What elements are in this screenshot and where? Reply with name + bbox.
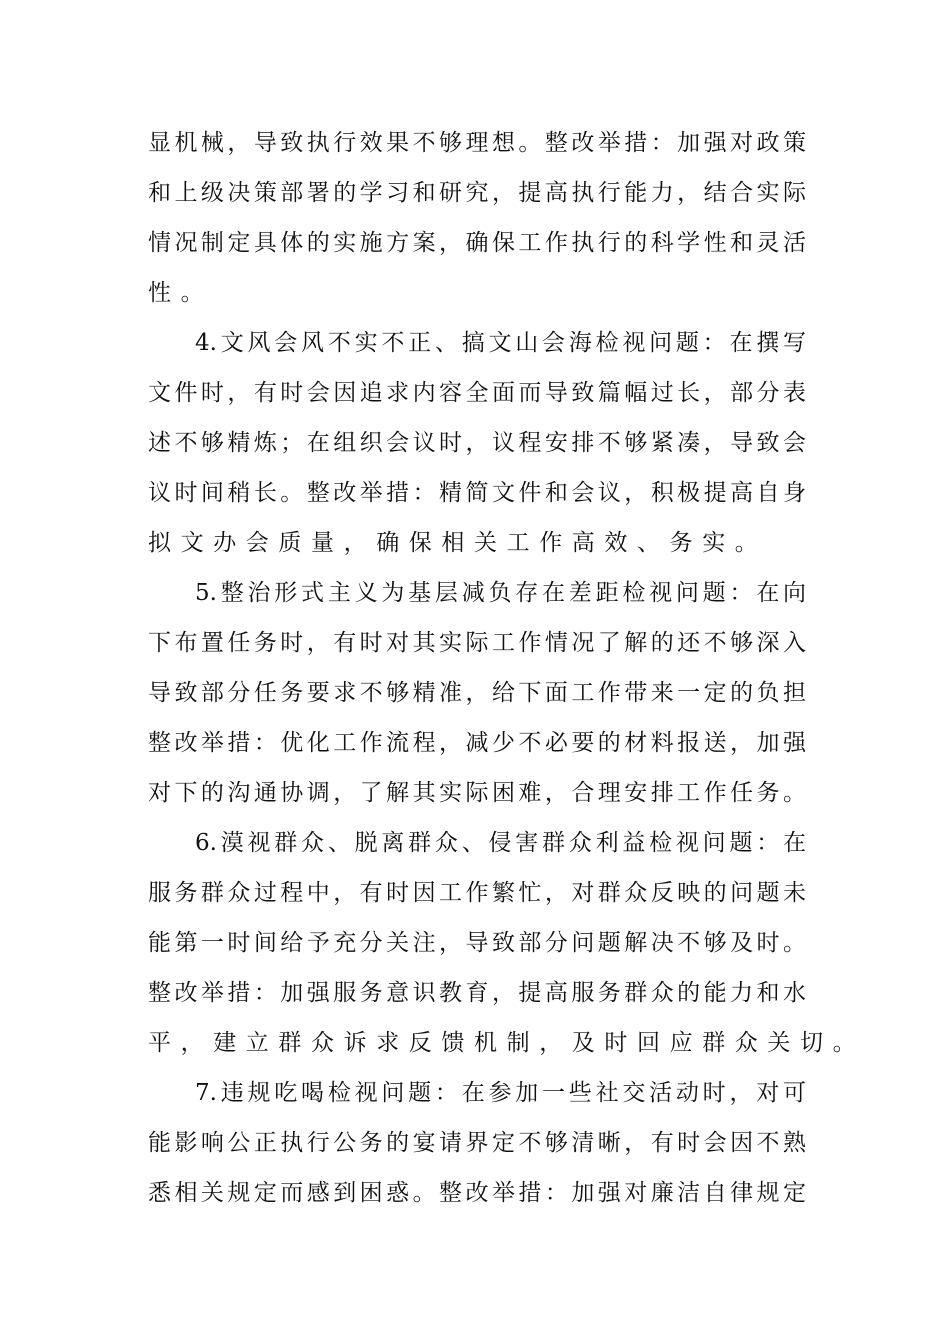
text-line: 能影响公正执行公务的宴请界定不够清晰，有时会因不熟 [148, 1130, 806, 1156]
text-line: 服务群众过程中，有时因工作繁忙，对群众反映的问题未 [148, 880, 806, 906]
text-line: 7.违规吃喝检视问题：在参加一些社交活动时，对可 [195, 1080, 806, 1106]
text-line: 悉相关规定而感到困惑。整改举措：加强对廉洁自律规定 [148, 1180, 806, 1206]
text-line: 情况制定具体的实施方案，确保工作执行的科学性和灵活 [148, 230, 806, 256]
text-line: 对下的沟通协调，了解其实际困难，合理安排工作任务。 [148, 780, 806, 806]
text-line: 整改举措：加强服务意识教育，提高服务群众的能力和水 [148, 980, 806, 1006]
text-line: 4.文风会风不实不正、搞文山会海检视问题：在撰写 [195, 330, 806, 356]
text-line: 和上级决策部署的学习和研究，提高执行能力，结合实际 [148, 180, 806, 206]
text-line: 述不够精炼；在组织会议时，议程安排不够紧凑，导致会 [148, 430, 806, 456]
text-line: 整改举措：优化工作流程，减少不必要的材料报送，加强 [148, 730, 806, 756]
text-line: 平，建立群众诉求反馈机制，及时回应群众关切。 [148, 1030, 866, 1056]
text-line: 文件时，有时会因追求内容全面而导致篇幅过长，部分表 [148, 380, 806, 406]
text-line: 性。 [148, 280, 214, 306]
text-line: 5.整治形式主义为基层减负存在差距检视问题：在向 [195, 580, 806, 606]
text-line: 6.漠视群众、脱离群众、侵害群众利益检视问题：在 [195, 830, 806, 856]
text-line: 能第一时间给予充分关注，导致部分问题解决不够及时。 [148, 930, 806, 956]
text-line: 议时间稍长。整改举措：精简文件和会议，积极提高自身 [148, 480, 806, 506]
text-line: 下布置任务时，有时对其实际工作情况了解的还不够深入 [148, 630, 806, 656]
text-line: 显机械，导致执行效果不够理想。整改举措：加强对政策 [148, 130, 806, 156]
text-line: 拟文办会质量，确保相关工作高效、务实。 [148, 530, 768, 556]
text-line: 导致部分任务要求不够精准，给下面工作带来一定的负担 [148, 680, 806, 706]
